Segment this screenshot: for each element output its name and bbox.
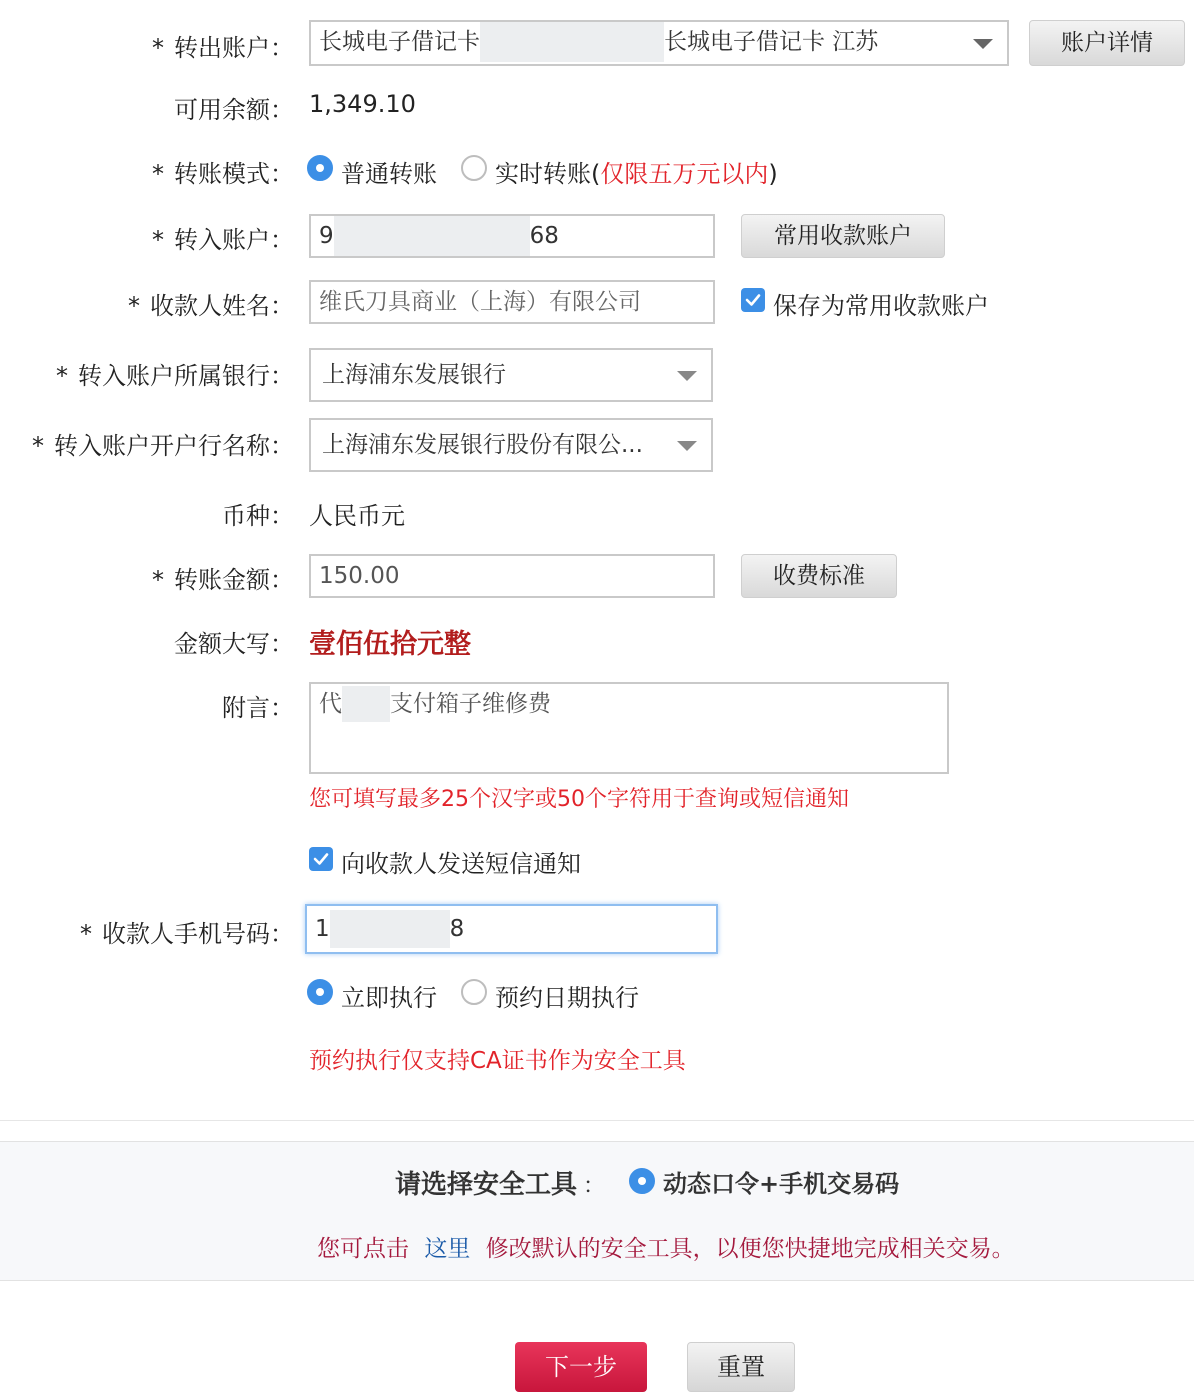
bank-select[interactable]: 上海浦东发展银行: [309, 348, 713, 402]
from-account-label: * 转出账户：: [152, 34, 294, 62]
masked-account: [480, 22, 664, 62]
currency-value: 人民币元: [309, 502, 405, 530]
mode-realtime-label: 实时转账(仅限五万元以内): [495, 160, 778, 188]
amount-label: * 转账金额：: [152, 566, 294, 594]
memo-row: [0, 682, 1194, 812]
branch-select[interactable]: 上海浦东发展银行股份有限公...: [309, 418, 713, 472]
save-payee-checkbox[interactable]: [741, 288, 765, 312]
sms-notify-label: 向收款人发送短信通知: [341, 850, 581, 878]
bank-row: [0, 348, 1194, 402]
chevron-down-icon: [973, 39, 993, 49]
branch-row: [0, 418, 1194, 472]
execute-hint: 预约执行仅支持CA证书作为安全工具: [309, 1048, 686, 1074]
security-section: [0, 1141, 1194, 1281]
memo-label: 附言：: [222, 694, 294, 722]
masked-phone: [330, 910, 450, 948]
common-payee-button[interactable]: 常用收款账户: [741, 214, 945, 258]
amount-upper-label: 金额大写：: [174, 630, 294, 658]
transfer-mode-label: * 转账模式：: [152, 160, 294, 188]
execute-scheduled-label: 预约日期执行: [495, 984, 639, 1012]
amount-row: [0, 554, 1194, 598]
sms-notify-checkbox[interactable]: [309, 847, 333, 871]
currency-row: [0, 496, 1194, 528]
to-account-label: * 转入账户：: [152, 226, 294, 254]
chevron-down-icon: [677, 371, 697, 381]
mode-normal-radio[interactable]: [307, 155, 333, 181]
fee-standard-button[interactable]: 收费标准: [741, 554, 897, 598]
execute-scheduled-radio[interactable]: [461, 979, 487, 1005]
masked-account: [334, 216, 530, 256]
bank-label: * 转入账户所属银行：: [56, 362, 294, 390]
security-otp-radio[interactable]: [629, 1168, 655, 1194]
branch-label: * 转入账户开户行名称：: [32, 432, 294, 460]
balance-row: [0, 90, 1194, 122]
next-step-button[interactable]: 下一步: [515, 1342, 647, 1392]
security-tip: 您可点击 这里 修改默认的安全工具，以便您快捷地完成相关交易。: [317, 1236, 1015, 1262]
save-payee-label: 保存为常用收款账户: [773, 292, 989, 320]
payee-name-label: * 收款人姓名：: [128, 292, 294, 320]
payee-name-row: [0, 280, 1194, 324]
check-icon: [744, 291, 762, 309]
change-security-link[interactable]: 这里: [424, 1236, 471, 1262]
amount-input[interactable]: 150.00: [309, 554, 715, 598]
from-account-row: [0, 20, 1194, 66]
execute-now-label: 立即执行: [341, 984, 437, 1012]
to-account-row: [0, 214, 1194, 258]
phone-row: [0, 904, 1194, 954]
from-account-select[interactable]: 长城电子借记卡 长城电子借记卡 江苏: [309, 20, 1009, 66]
execute-hint-row: [0, 1042, 1194, 1074]
phone-label: * 收款人手机号码：: [80, 920, 294, 948]
to-account-input[interactable]: 9 68: [309, 214, 715, 258]
chevron-down-icon: [677, 441, 697, 451]
masked-text: [342, 686, 390, 722]
mode-realtime-radio[interactable]: [461, 155, 487, 181]
memo-textarea[interactable]: 代 支付箱子维修费: [309, 682, 949, 774]
divider: [0, 1120, 1194, 1121]
reset-button[interactable]: 重置: [687, 1342, 795, 1392]
sms-row: [0, 844, 1194, 876]
security-label: 请选择安全工具 ：: [395, 1170, 606, 1200]
balance-value: 1,349.10: [309, 90, 416, 118]
mode-normal-label: 普通转账: [341, 160, 437, 188]
amount-upper-row: [0, 622, 1194, 658]
phone-input[interactable]: 1 8: [305, 904, 718, 954]
memo-hint: 您可填写最多25个汉字或50个字符用于查询或短信通知: [309, 787, 849, 812]
check-icon: [312, 850, 330, 868]
execute-now-radio[interactable]: [307, 979, 333, 1005]
transfer-mode-row: [0, 152, 1194, 186]
execute-row: [0, 976, 1194, 1010]
account-details-button[interactable]: 账户详情: [1029, 20, 1185, 66]
balance-label: 可用余额：: [174, 96, 294, 124]
payee-name-input[interactable]: 维氏刀具商业（上海）有限公司: [309, 280, 715, 324]
amount-upper-value: 壹佰伍拾元整: [309, 629, 471, 660]
currency-label: 币种：: [222, 502, 294, 530]
security-otp-label: 动态口令+手机交易码: [663, 1170, 900, 1198]
